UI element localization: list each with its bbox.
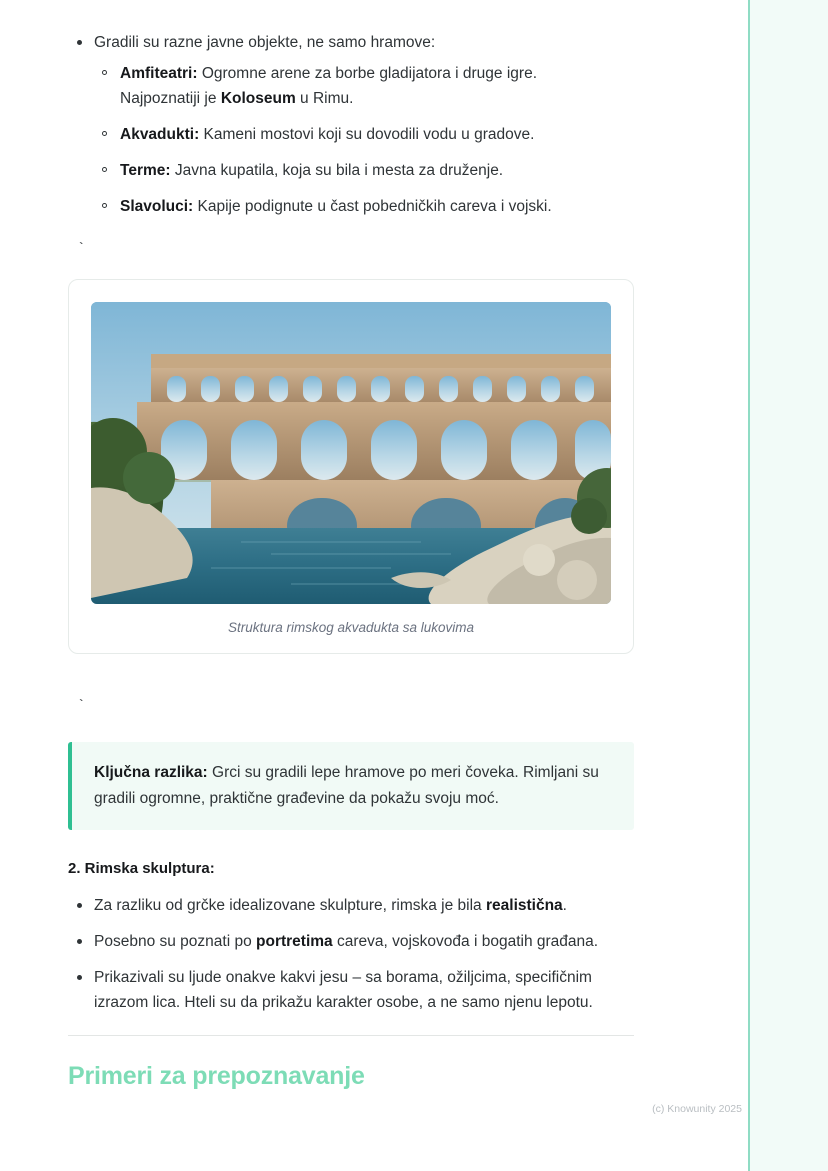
list-item [94,122,634,147]
term-amfiteatri-text: Ogromne arene za borbe gladijatora i druge igre. [197,65,537,82]
term-akvadukti-text: Kameni mostovi koji su dovodili vodu u gradove. [199,126,535,143]
point-2-post: careva, vojskovođa i bogatih građana. [332,933,599,950]
term-terme-text: Javna kupatila, koja su bila i mesta za druženje. [170,162,504,179]
stray-backtick-2: ` [77,698,86,714]
section-heading-rimska-skulptura: 2. Rimska skulptura: [68,860,215,877]
point-3-pre: Prikazivali su ljude onakve kakvi jesu – sa borama, ožiljcima, specifičnim izrazom lica. Hteli su da prikažu karakter osobe, a ne samo njenu lepotu. [94,969,593,1011]
roman-aqueduct-photo [91,302,611,604]
point-1-pre: Za razliku od grčke idealizovane skulpture, rimska je bila [94,897,486,914]
list-item [68,965,634,1015]
term-amfiteatri: Amfiteatri: [120,65,198,82]
koloseum-line-pre: Najpoznatiji je [120,90,221,107]
point-1-post: . [562,897,567,914]
term-akvadukti: Akvadukti: [120,126,200,143]
building-types-sublist [94,61,634,219]
bullet-intro-text: Gradili su razne javne objekte, ne samo hramove: [94,34,436,51]
public-buildings-list [68,30,634,219]
aqueduct-illustration [91,302,611,604]
list-item [94,194,634,219]
section-divider [68,1035,634,1036]
page-heading-primeri: Primeri za prepoznavanje [68,1062,365,1090]
list-item [94,158,634,183]
point-1-bold: realistična [485,897,563,914]
list-item [68,893,634,918]
callout-text: Grci su gradili lepe hramove po meri čoveka. Rimljani su gradili ogromne, praktične građevine da pokažu svoju moć. [94,764,599,807]
term-slavoluci: Slavoluci: [120,198,194,215]
point-2-bold: portretima [256,933,333,950]
copyright-notice: (c) Knowunity 2025 [652,1103,742,1115]
list-item [68,929,634,954]
callout-label: Ključna razlika: [94,764,208,781]
stray-backtick-1: ` [77,241,86,257]
figure-card [68,279,634,654]
document-content [68,30,634,1091]
sculpture-points-list [68,893,634,1015]
list-item [94,61,634,111]
term-terme: Terme: [120,162,171,179]
koloseum-line-post: u Rimu. [295,90,354,107]
list-item [68,30,634,219]
term-slavoluci-text: Kapije podignute u čast pobedničkih careva i vojski. [193,198,552,215]
key-difference-callout [68,742,634,830]
figure-caption: Struktura rimskog akvadukta sa lukovima [227,620,475,635]
point-2-pre: Posebno su poznati po [94,933,257,950]
page-side-rail [748,0,828,1171]
koloseum-bold: Koloseum [220,90,296,107]
